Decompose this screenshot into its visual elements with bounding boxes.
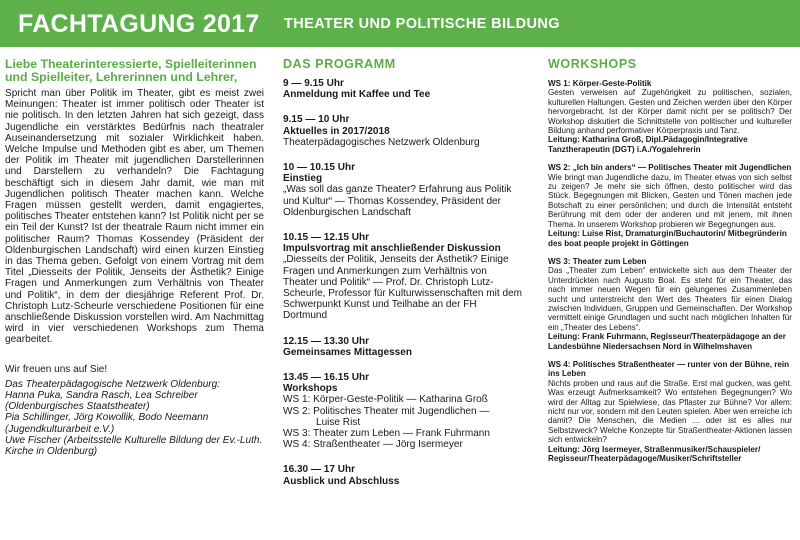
signature-line: Das Theaterpädagogische Netzwerk Oldenburg:	[5, 378, 221, 390]
program-time: 9.15 — 10 Uhr	[283, 114, 350, 126]
program-list	[283, 78, 523, 487]
program-detail: Theaterpädagogisches Netzwerk Oldenburg	[283, 136, 480, 148]
signature-line: Hanna Puka, Sandra Rasch, Lea Schreiber (Oldenburgisches Staatstheater)	[5, 390, 198, 413]
program-time: 10.15 — 12.15 Uhr	[283, 232, 370, 244]
program-column	[283, 58, 523, 501]
workshop-title: WS 4: Politisches Straßentheater — runter von der Bühne, rein ins Leben	[548, 359, 790, 379]
program-title: Einstieg	[283, 173, 323, 185]
workshop-title: WS 3: Theater zum Leben	[548, 256, 647, 266]
workshop-item	[548, 79, 792, 154]
program-item	[283, 78, 523, 100]
program-item	[283, 232, 523, 322]
program-detail: WS 1: Körper-Geste-Politik — Katharina Groß	[283, 394, 488, 406]
page-title: FACHTAGUNG 2017	[18, 10, 260, 38]
workshop-item	[548, 257, 792, 351]
intro-column	[5, 58, 264, 457]
program-title: Gemeinsames Mittagessen	[283, 346, 412, 358]
program-time: 16.30 — 17 Uhr	[283, 464, 356, 476]
header-banner	[0, 0, 800, 47]
program-item	[283, 372, 523, 450]
program-detail: WS 4: Straßentheater — Jörg Isermeyer	[283, 439, 463, 451]
program-title: Aktuelles in 2017/2018	[283, 125, 390, 137]
program-time: 12.15 — 13.30 Uhr	[283, 335, 370, 347]
signature-line: Pia Schillinger, Jörg Kowollik, Bodo Neemann (Jugendkulturarbeit e.V.)	[5, 412, 209, 435]
program-time: 9 — 9.15 Uhr	[283, 78, 344, 89]
program-detail: Luise Rist	[316, 416, 361, 428]
workshop-leader: Leitung: Frank Fuhrmann, Regisseur/Theaterpädagoge an der Landesbühne Niedersachsen Nord in Wilhelmshaven	[548, 332, 786, 351]
program-time: 10 — 10.15 Uhr	[283, 162, 356, 174]
workshop-description: Gesten verweisen auf Zugehörigkeit zu politischen, sozialen, kulturellen Haltungen. Gesten und Zeichen werden über den Körper hervorgebracht. Ist der Körper damit nicht per se politisch? Der Workshop diskutiert die Schnittstelle von politischer und kultureller Bildung anhand performativer Körperpraxis und Tanz.	[548, 88, 792, 136]
workshop-description: Wie bringt man Jugendliche dazu, im Theater etwas von sich selbst zu zeigen? Je mehr sie sich öffnen, desto politischer wird das Stück. Begegnungen mit Blicken, Gesten und Tönen machen jede Botschaft zu einer persönlichen; und durch die Intensität entsteht Berührung mit dem oder der anderen und mit jenem, mit ihnen Thema. In unserem Workshop probieren wir Begegnungen aus.	[548, 172, 792, 229]
workshop-description: Das „Theater zum Leben“ entwickelte sich aus dem Theater der Unterdrückten nach Augusto Boal. Es steht für ein Theater, das nach immer neuen Wegen für ein gelungenes Zusammenleben sucht und unterstreicht den Wert des Theaters für einen Dialog zwischen Individuen, Gruppen und Gemeinschaften. Der Workshop vermittelt einige Grundlagen und sucht nach möglichen Inhalten für ein „Theater des Lebens“.	[548, 266, 792, 332]
workshop-leader: Leitung: Katharina Groß, Dipl.Pädagogin/Integrative Tanztherapeutin (DGT) i.A./Yogalehrerin	[548, 135, 748, 154]
workshop-list	[548, 79, 792, 463]
workshop-item	[548, 163, 792, 248]
program-item	[283, 114, 523, 148]
workshop-item	[548, 360, 792, 463]
program-title: Ausblick und Abschluss	[283, 475, 400, 487]
workshop-leader: Leitung: Luise Rist, Dramaturgin/Buchautorin/ Mitbegründerin des boat people projekt in Göttingen	[548, 229, 787, 248]
intro-body: Spricht man über Politik im Theater, gibt es meist zwei Meinungen: Theater ist immer politisch oder Theater ist nie politisch. In den letzten Jahren hat sich gezeigt, dass Jugendliche ein verstärktes Bedürfnis nach theatraler Auseinandersetzung mit sozialer Wirklichkeit haben. Welche Impulse und Methoden gibt es aber, um Themen der Politik im Theater mit jugendlichen Darstellerinnen und Darstellern zu verhandeln? Die Fachtagung beschäftigt sich in diesem Jahr damit, wie man mit Jugendlichen politisch Theater machen kann. Welche Fragen müssen gestellt werden, damit engagiertes, politisches Theater entstehen kann? Ist Politik nicht per se ein Teil der Kunst? Ist der theatrale Raum nicht immer ein politischer Raum? Thomas Kossendey (Präsident der Oldenburgischen Landschaft) wird einen kurzen Einstieg in das Thema geben. Gefolgt von einem Vortrag mit dem Titel „Diesseits der Politik, Jenseits der Ästhetik? Einige Fragen und Anmerkungen zum Verhältnis von Theater und Politik“, in dem der diesjährige Referent Prof. Dr. Christoph Lutz-Scheurle verschiedene Positionen für eine anschließende Diskussion vorstellen wird. Am Nachmittag wird in vier verschiedenen Workshops zum Thema gearbeitet.	[5, 88, 264, 346]
program-detail: „Was soll das ganze Theater? Erfahrung aus Politik und Kultur“ — Thomas Kossendey, Präsident der Oldenburgischen Landschaft	[283, 184, 512, 218]
greeting: Wir freuen uns auf Sie!	[5, 363, 108, 375]
workshop-title: WS 1: Körper-Geste-Politik	[548, 79, 652, 88]
program-detail: WS 2: Politisches Theater mit Jugendlichen —	[283, 405, 490, 417]
workshop-title: WS 2: „Ich bin anders“ — Politisches Theater mit Jugendlichen	[548, 163, 792, 173]
workshop-leader: Leitung: Jörg Isermeyer, Straßenmusiker/Schauspieler/ Regisseur/Theaterpädagoge/Musiker/Schriftsteller	[548, 444, 761, 464]
signature-line: Uwe Fischer (Arbeitsstelle Kulturelle Bildung der Ev.-Luth. Kirche in Oldenburg)	[5, 434, 263, 458]
workshop-description: Nichts proben und raus auf die Straße. Erst mal gucken, was geht. Was erzeugt Aufmerksamkeit? Wo entstehen Begegnungen? Wo wird der Alltag zur Spielwiese, das Pflaster zur Bühne? Vor allem: nicht nur vor, sondern mit den Leuten spielen. Aber wen erreiche ich damit? Die Menschen, die Medien ... oder ist es alles nur Selbstzweck? Welche Konzepte für Straßentheater-Aktionen lassen sich entwickeln?	[548, 378, 792, 445]
program-title: Impulsvortrag mit anschließender Diskussion	[283, 243, 501, 255]
page-subtitle: THEATER UND POLITISCHE BILDUNG	[284, 16, 560, 32]
program-item	[283, 464, 523, 486]
program-time: 13.45 — 16.15 Uhr	[283, 372, 370, 384]
intro-heading: Liebe Theaterinteressierte, Spielleiterinnen und Spielleiter, Lehrerinnen und Lehrer,	[5, 57, 257, 84]
program-detail: WS 3: Theater zum Leben — Frank Fuhrmann	[283, 428, 490, 440]
workshops-column	[548, 58, 792, 472]
workshops-heading: WORKSHOPS	[548, 57, 637, 71]
program-item	[283, 336, 523, 358]
program-detail: „Diesseits der Politik, Jenseits der Ästhetik? Einige Fragen und Anmerkungen zum Verhältnis von Theater und Politik“ — Prof. Dr. Christoph Lutz-Scheurle, Professor für Kulturwissenschaften mit dem Schwerpunkt Kunst und Teilhabe an der FH Dortmund	[283, 254, 522, 322]
program-heading: DAS PROGRAMM	[283, 57, 396, 71]
program-item	[283, 162, 523, 218]
program-title: Anmeldung mit Kaffee und Tee	[283, 89, 431, 101]
program-title: Workshops	[283, 383, 338, 395]
signatures	[5, 379, 264, 457]
